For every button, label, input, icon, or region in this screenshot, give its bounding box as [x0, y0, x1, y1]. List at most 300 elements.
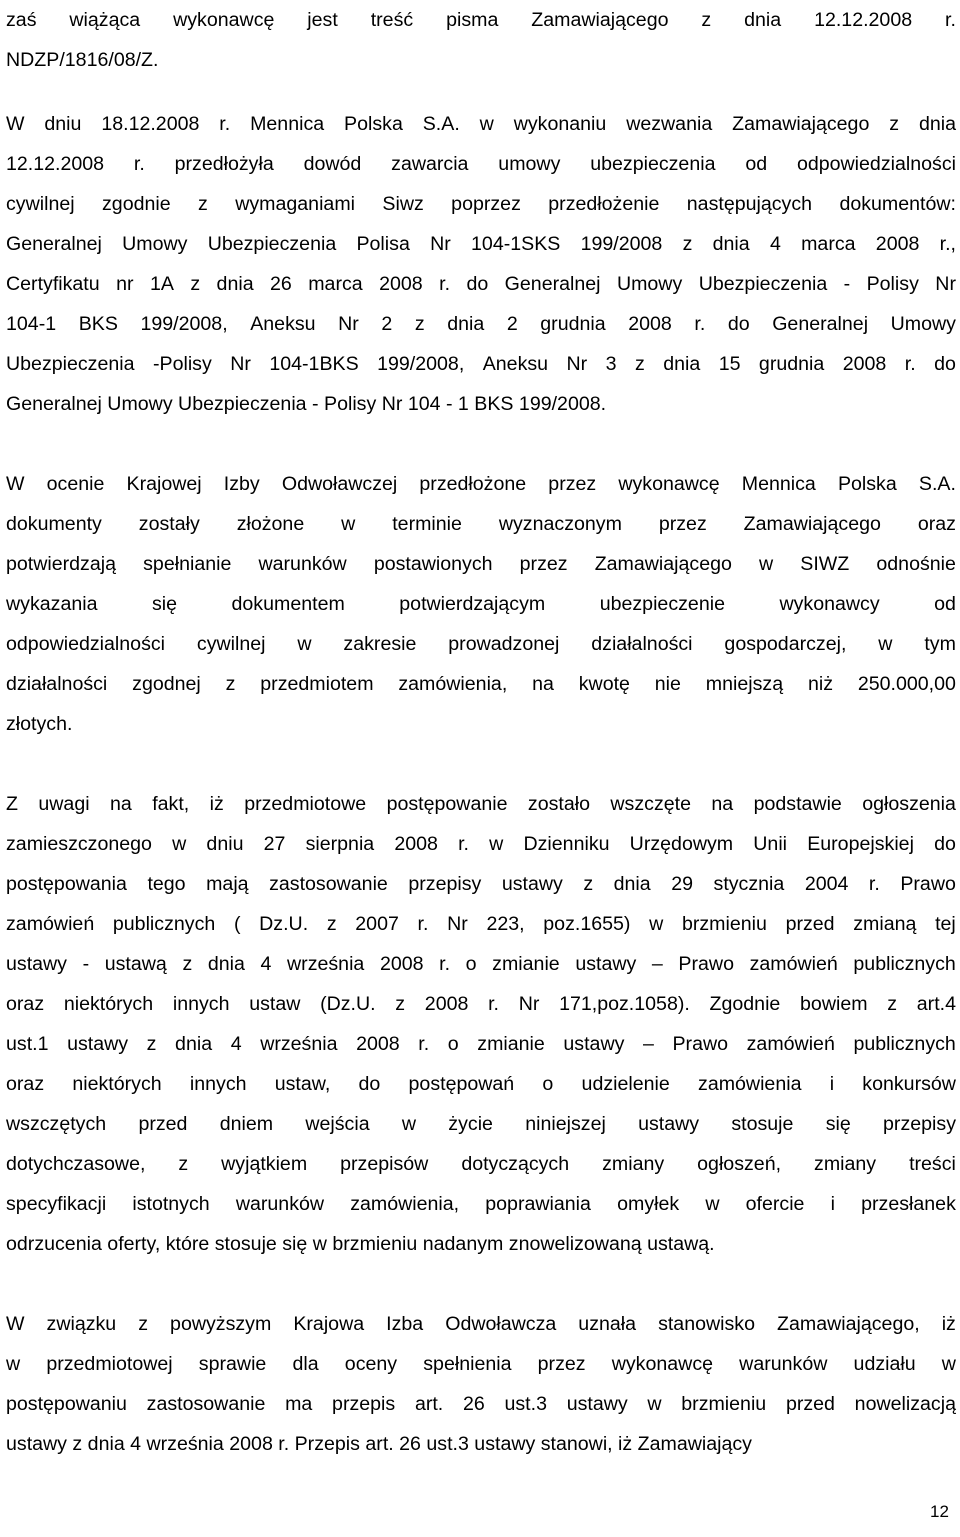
- word: niniejszej: [525, 1113, 606, 1135]
- paragraph-2-line: [6, 104, 956, 144]
- word: Aneksu: [482, 353, 549, 375]
- word: warunków: [235, 1193, 325, 1215]
- word: tej: [935, 913, 956, 935]
- word: uwagi: [38, 793, 90, 815]
- word: przepisów: [340, 1153, 429, 1175]
- word: zmiany: [602, 1153, 665, 1175]
- word: ustawą: [104, 953, 167, 975]
- word: z: [198, 193, 208, 215]
- word: dnia: [663, 353, 701, 375]
- word: z: [634, 353, 645, 375]
- word: stanowisko: [658, 1313, 755, 1335]
- word: września: [287, 953, 365, 975]
- paragraph-2-line: [6, 264, 956, 304]
- word: przepis: [332, 1393, 396, 1415]
- word: zamówienia,: [398, 673, 508, 695]
- word: Ubezpieczenia: [698, 273, 828, 295]
- word: omyłek: [617, 1193, 680, 1215]
- word: dniu: [206, 833, 244, 855]
- word: i: [829, 1073, 835, 1095]
- word: brzmieniu: [681, 913, 767, 935]
- word: na: [109, 793, 132, 815]
- word: z: [701, 9, 712, 31]
- word: przez: [548, 473, 597, 495]
- paragraph-4-line: [6, 984, 956, 1024]
- word: zgodnie: [102, 193, 171, 215]
- paragraph-5-line: [6, 1384, 956, 1424]
- word: Aneksu: [250, 313, 316, 335]
- word: BKS: [78, 313, 118, 335]
- word: oraz: [917, 513, 956, 535]
- word: poz.1655): [543, 913, 631, 935]
- word: ustawy: [563, 1033, 625, 1055]
- word: W: [6, 1313, 25, 1335]
- word: z: [182, 953, 193, 975]
- word: ust.3: [504, 1393, 547, 1415]
- word: przedmiotowe: [244, 793, 367, 815]
- word: w: [297, 633, 312, 655]
- word: zastosowanie: [269, 873, 388, 895]
- word: przed: [785, 1393, 835, 1415]
- word: zakresie: [343, 633, 417, 655]
- word: wyznaczonym: [498, 513, 622, 535]
- word: r.: [868, 873, 880, 895]
- paragraph-3-line: [6, 664, 956, 704]
- word: ustawy: [6, 953, 67, 975]
- word: do: [934, 833, 956, 855]
- word: 2007: [355, 913, 399, 935]
- paragraph-4-line: [6, 904, 956, 944]
- word: r.: [945, 9, 956, 31]
- word: umowy: [498, 153, 561, 175]
- word: potwierdzają: [6, 553, 117, 575]
- word: Odwoławcza: [445, 1313, 557, 1335]
- word: Izba: [386, 1313, 424, 1335]
- word: ustawy: [566, 1393, 628, 1415]
- word: treść: [370, 9, 414, 31]
- word: 27: [263, 833, 286, 855]
- word: marca: [801, 233, 856, 255]
- word: do: [727, 313, 750, 335]
- word: poprzez: [451, 193, 521, 215]
- word: spełnienia: [423, 1353, 512, 1375]
- word: 15: [718, 353, 741, 375]
- word: poprawiania: [485, 1193, 591, 1215]
- word: Ubezpieczenia: [207, 233, 337, 255]
- word: bowiem: [800, 993, 868, 1015]
- word: treści: [909, 1153, 956, 1175]
- word: z: [190, 273, 201, 295]
- word: postępowaniu: [6, 1393, 127, 1415]
- word: dnia: [613, 873, 651, 895]
- paragraph-4-line: [6, 1064, 956, 1104]
- word: dokumentem: [231, 593, 345, 615]
- word: dokumentów:: [839, 193, 956, 215]
- word: -: [843, 273, 851, 295]
- word: wykonawcy: [779, 593, 880, 615]
- word: 1A: [149, 273, 174, 295]
- word: się: [151, 593, 178, 615]
- word: prowadzonej: [448, 633, 560, 655]
- word: dnia: [216, 273, 254, 295]
- word: dnia: [744, 9, 782, 31]
- word: września: [260, 1033, 338, 1055]
- word: przedmiotem: [260, 673, 374, 695]
- word: następujących: [686, 193, 813, 215]
- word: wymaganiami: [235, 193, 356, 215]
- word: zaś: [6, 9, 37, 31]
- word: w: [6, 1353, 21, 1375]
- word: ofercie: [745, 1193, 805, 1215]
- word: Zamawiającego: [732, 113, 870, 135]
- paragraph-2-line: Generalnej Umowy Ubezpieczenia - Polisy Nr 104 - 1 BKS 199/2008.: [6, 393, 607, 415]
- word: spełnianie: [143, 553, 232, 575]
- word: cywilnej: [6, 193, 75, 215]
- word: ogłoszeń,: [697, 1153, 782, 1175]
- word: 2008: [842, 353, 887, 375]
- word: dowód: [303, 153, 362, 175]
- word: 4: [260, 953, 272, 975]
- word: ubezpieczenia: [590, 153, 716, 175]
- word: 2008: [356, 1033, 400, 1055]
- word: Zgodnie: [709, 993, 781, 1015]
- word: grudnia: [540, 313, 606, 335]
- word: powyższym: [170, 1313, 272, 1335]
- word: nie: [654, 673, 681, 695]
- word: związku: [46, 1313, 117, 1335]
- word: z: [395, 993, 406, 1015]
- word: mniejszą: [705, 673, 784, 695]
- word: zmianie: [492, 953, 560, 975]
- word: z: [887, 993, 898, 1015]
- word: do: [934, 353, 956, 375]
- word: niż: [807, 673, 834, 695]
- word: 104-1BKS: [269, 353, 359, 375]
- word: brzmieniu: [681, 1393, 767, 1415]
- word: z: [414, 313, 425, 335]
- word: 2008: [394, 833, 438, 855]
- word: 4: [230, 1033, 242, 1055]
- word: zamówień: [6, 913, 95, 935]
- word: podstawie: [753, 793, 842, 815]
- word: S.A.: [918, 473, 956, 495]
- word: ma: [285, 1393, 313, 1415]
- word: sprawie: [198, 1353, 267, 1375]
- word: r.: [694, 313, 706, 335]
- word: od: [745, 153, 768, 175]
- word: r.: [219, 113, 231, 135]
- word: ustaw,: [274, 1073, 331, 1095]
- word: przedmiotowej: [46, 1353, 173, 1375]
- paragraph-2-line: [6, 184, 956, 224]
- word: -: [82, 953, 90, 975]
- word: Umowy: [616, 273, 683, 295]
- word: z: [138, 1313, 149, 1335]
- word: W: [6, 473, 25, 495]
- word: z: [326, 913, 337, 935]
- word: działalności: [6, 673, 108, 695]
- word: fakt,: [152, 793, 190, 815]
- word: dnia: [207, 953, 245, 975]
- word: Prawo: [672, 1033, 729, 1055]
- word: o: [542, 1073, 554, 1095]
- word: z: [583, 873, 594, 895]
- word: wszczętych: [6, 1113, 107, 1135]
- word: w: [172, 833, 187, 855]
- word: przepisy: [408, 873, 482, 895]
- word: ustawy: [638, 1113, 700, 1135]
- word: przez: [658, 513, 707, 535]
- word: warunków: [739, 1353, 828, 1375]
- word: zmianie: [477, 1033, 545, 1055]
- word: publicznych: [112, 913, 216, 935]
- paragraph-2-line: [6, 344, 956, 384]
- paragraph-2-line: [6, 304, 956, 344]
- paragraph-4-line: [6, 784, 956, 824]
- word: działalności: [591, 633, 693, 655]
- word: zawarcia: [391, 153, 469, 175]
- word: r.: [458, 833, 469, 855]
- word: (: [233, 913, 241, 935]
- word: do: [466, 273, 489, 295]
- word: SIWZ: [800, 553, 850, 575]
- paragraph-4-line: [6, 1104, 956, 1144]
- word: S.A.: [422, 113, 460, 135]
- word: odpowiedzialności: [6, 633, 166, 655]
- word: udziału: [853, 1353, 916, 1375]
- word: dotychczasowe,: [6, 1153, 146, 1175]
- word: marca: [308, 273, 363, 295]
- word: Zamawiającego: [594, 553, 732, 575]
- word: o: [447, 1033, 459, 1055]
- paragraph-5-line: [6, 1304, 956, 1344]
- word: w: [759, 553, 774, 575]
- word: postępowanie: [386, 793, 508, 815]
- word: r.: [439, 273, 451, 295]
- word: przez: [519, 553, 568, 575]
- word: Nr: [447, 913, 468, 935]
- word: art.: [414, 1393, 444, 1415]
- paragraph-1-line: [6, 0, 956, 40]
- word: wejścia: [305, 1113, 370, 1135]
- word: ocenie: [46, 473, 105, 495]
- word: na: [711, 793, 734, 815]
- word: wiążąca: [69, 9, 141, 31]
- word: w: [878, 633, 893, 655]
- word: 2: [381, 313, 393, 335]
- word: Polisy: [866, 273, 919, 295]
- word: postępowania: [6, 873, 127, 895]
- word: udzielenie: [581, 1073, 670, 1095]
- word: Europejskiej: [807, 833, 914, 855]
- word: dniu: [44, 113, 82, 135]
- word: r.: [418, 1033, 430, 1055]
- word: życie: [448, 1113, 493, 1135]
- word: warunków: [258, 553, 347, 575]
- word: ustawy: [501, 873, 563, 895]
- word: 2: [506, 313, 518, 335]
- word: Unii: [753, 833, 788, 855]
- word: konkursów: [862, 1073, 956, 1095]
- word: 12.12.2008: [814, 9, 913, 31]
- word: 199/2008: [580, 233, 663, 255]
- word: w: [649, 913, 664, 935]
- word: zamówienia: [698, 1073, 802, 1095]
- word: dnia: [918, 113, 956, 135]
- word: iż: [941, 1313, 956, 1335]
- word: do: [358, 1073, 381, 1095]
- word: wszczęte: [610, 793, 691, 815]
- word: zamówienia,: [350, 1193, 460, 1215]
- paragraph-3-line: [6, 584, 956, 624]
- paragraph-4-line: [6, 824, 956, 864]
- paragraph-5-line: [6, 1344, 956, 1384]
- word: zamówień: [749, 953, 838, 975]
- word: zastosowanie: [146, 1393, 266, 1415]
- word: 223,: [486, 913, 525, 935]
- word: jest: [307, 9, 338, 31]
- paragraph-5-line: ustawy z dnia 4 września 2008 r. Przepis art. 26 ust.3 ustawy stanowi, iż Zamawiający: [6, 1433, 752, 1455]
- word: Umowy: [122, 233, 188, 255]
- word: postępowań: [408, 1073, 515, 1095]
- word: na: [532, 673, 554, 695]
- word: z: [178, 1153, 189, 1175]
- word: potwierdzającym: [399, 593, 546, 615]
- word: w: [647, 1393, 662, 1415]
- word: Odwoławczej: [281, 473, 398, 495]
- word: Umowy: [890, 313, 956, 335]
- word: r.: [488, 993, 499, 1015]
- word: dnia: [447, 313, 485, 335]
- word: mają: [206, 873, 249, 895]
- word: sierpnia: [305, 833, 375, 855]
- paragraph-2-line: [6, 224, 956, 264]
- word: zmiany: [814, 1153, 877, 1175]
- word: 199/2008,: [377, 353, 465, 375]
- word: Polisa: [356, 233, 410, 255]
- word: oraz: [6, 1073, 45, 1095]
- page-number: 12: [930, 1502, 949, 1521]
- word: przed: [785, 913, 835, 935]
- word: przez: [537, 1353, 586, 1375]
- word: ustawy: [575, 953, 637, 975]
- word: -Polisy: [152, 353, 212, 375]
- word: Prawo: [678, 953, 734, 975]
- word: ubezpieczenie: [599, 593, 725, 615]
- word: innych: [172, 993, 230, 1015]
- word: zgodnej: [132, 673, 201, 695]
- word: odpowiedzialności: [796, 153, 956, 175]
- word: Z: [6, 793, 18, 815]
- word: Nr: [566, 353, 588, 375]
- word: ogłoszenia: [862, 793, 956, 815]
- word: 171,poz.1058).: [559, 993, 690, 1015]
- paragraph-3-line: [6, 544, 956, 584]
- word: Prawo: [900, 873, 956, 895]
- word: ustawy: [67, 1033, 129, 1055]
- word: wykonawcę: [618, 473, 720, 495]
- word: Urzędowym: [629, 833, 734, 855]
- word: istotnych: [132, 1193, 210, 1215]
- word: r.: [417, 913, 429, 935]
- word: 12.12.2008: [6, 153, 105, 175]
- paragraph-4-line: [6, 944, 956, 984]
- word: i: [830, 1193, 835, 1215]
- word: stycznia: [713, 873, 785, 895]
- word: 2004: [804, 873, 849, 895]
- word: specyfikacji: [6, 1193, 107, 1215]
- word: iż: [209, 793, 224, 815]
- word: z: [146, 1033, 157, 1055]
- word: r.: [439, 953, 451, 975]
- word: przedłożone: [419, 473, 527, 495]
- word: Nr: [518, 993, 540, 1015]
- word: 2008: [379, 953, 424, 975]
- word: r.: [904, 353, 916, 375]
- word: dokumenty: [6, 513, 102, 535]
- word: wyjątkiem: [221, 1153, 308, 1175]
- word: publicznych: [853, 953, 956, 975]
- word: (Dz.U.: [320, 993, 376, 1015]
- word: publicznych: [853, 1033, 956, 1055]
- word: Zamawiającego: [531, 9, 669, 31]
- word: 2008: [424, 993, 469, 1015]
- word: nowelizacją: [854, 1393, 956, 1415]
- word: niektórych: [72, 1073, 162, 1095]
- paragraph-2-line: [6, 144, 956, 184]
- paragraph-4-line: odrzucenia oferty, które stosuje się w brzmieniu nadanym znowelizowaną ustawą.: [6, 1233, 715, 1255]
- word: wykonawcę: [611, 1353, 714, 1375]
- word: postawionych: [373, 553, 493, 575]
- word: zostały: [138, 513, 200, 535]
- word: dnia: [712, 233, 750, 255]
- word: ustaw: [249, 993, 301, 1015]
- word: dotyczących: [461, 1153, 570, 1175]
- word: ust.1: [6, 1033, 49, 1055]
- word: zamieszczonego: [6, 833, 152, 855]
- paragraph-3-line: [6, 624, 956, 664]
- word: zostało: [527, 793, 590, 815]
- word: 18.12.2008: [101, 113, 200, 135]
- paragraph-4-line: [6, 1184, 956, 1224]
- word: się: [825, 1113, 851, 1135]
- word: z: [225, 673, 236, 695]
- word: 26: [270, 273, 292, 295]
- word: przed: [138, 1113, 188, 1135]
- word: Zamawiającego,: [777, 1313, 920, 1335]
- word: r.,: [939, 233, 956, 255]
- word: w: [341, 513, 356, 535]
- word: 104-1: [6, 313, 57, 335]
- word: 29: [671, 873, 693, 895]
- word: Krajowej: [126, 473, 202, 495]
- word: r.: [133, 153, 145, 175]
- word: z: [682, 233, 693, 255]
- word: terminie: [392, 513, 462, 535]
- word: Generalnej: [6, 233, 102, 255]
- word: przedłożenie: [548, 193, 660, 215]
- word: 2008: [875, 233, 920, 255]
- word: stosuje: [731, 1113, 794, 1135]
- word: 199/2008,: [140, 313, 228, 335]
- word: od: [934, 593, 956, 615]
- paragraph-4-line: [6, 1024, 956, 1064]
- word: Certyfikatu: [6, 273, 100, 295]
- word: kwotę: [578, 673, 630, 695]
- word: Generalnej: [772, 313, 869, 335]
- word: wykazania: [6, 593, 98, 615]
- word: Zamawiającego: [743, 513, 881, 535]
